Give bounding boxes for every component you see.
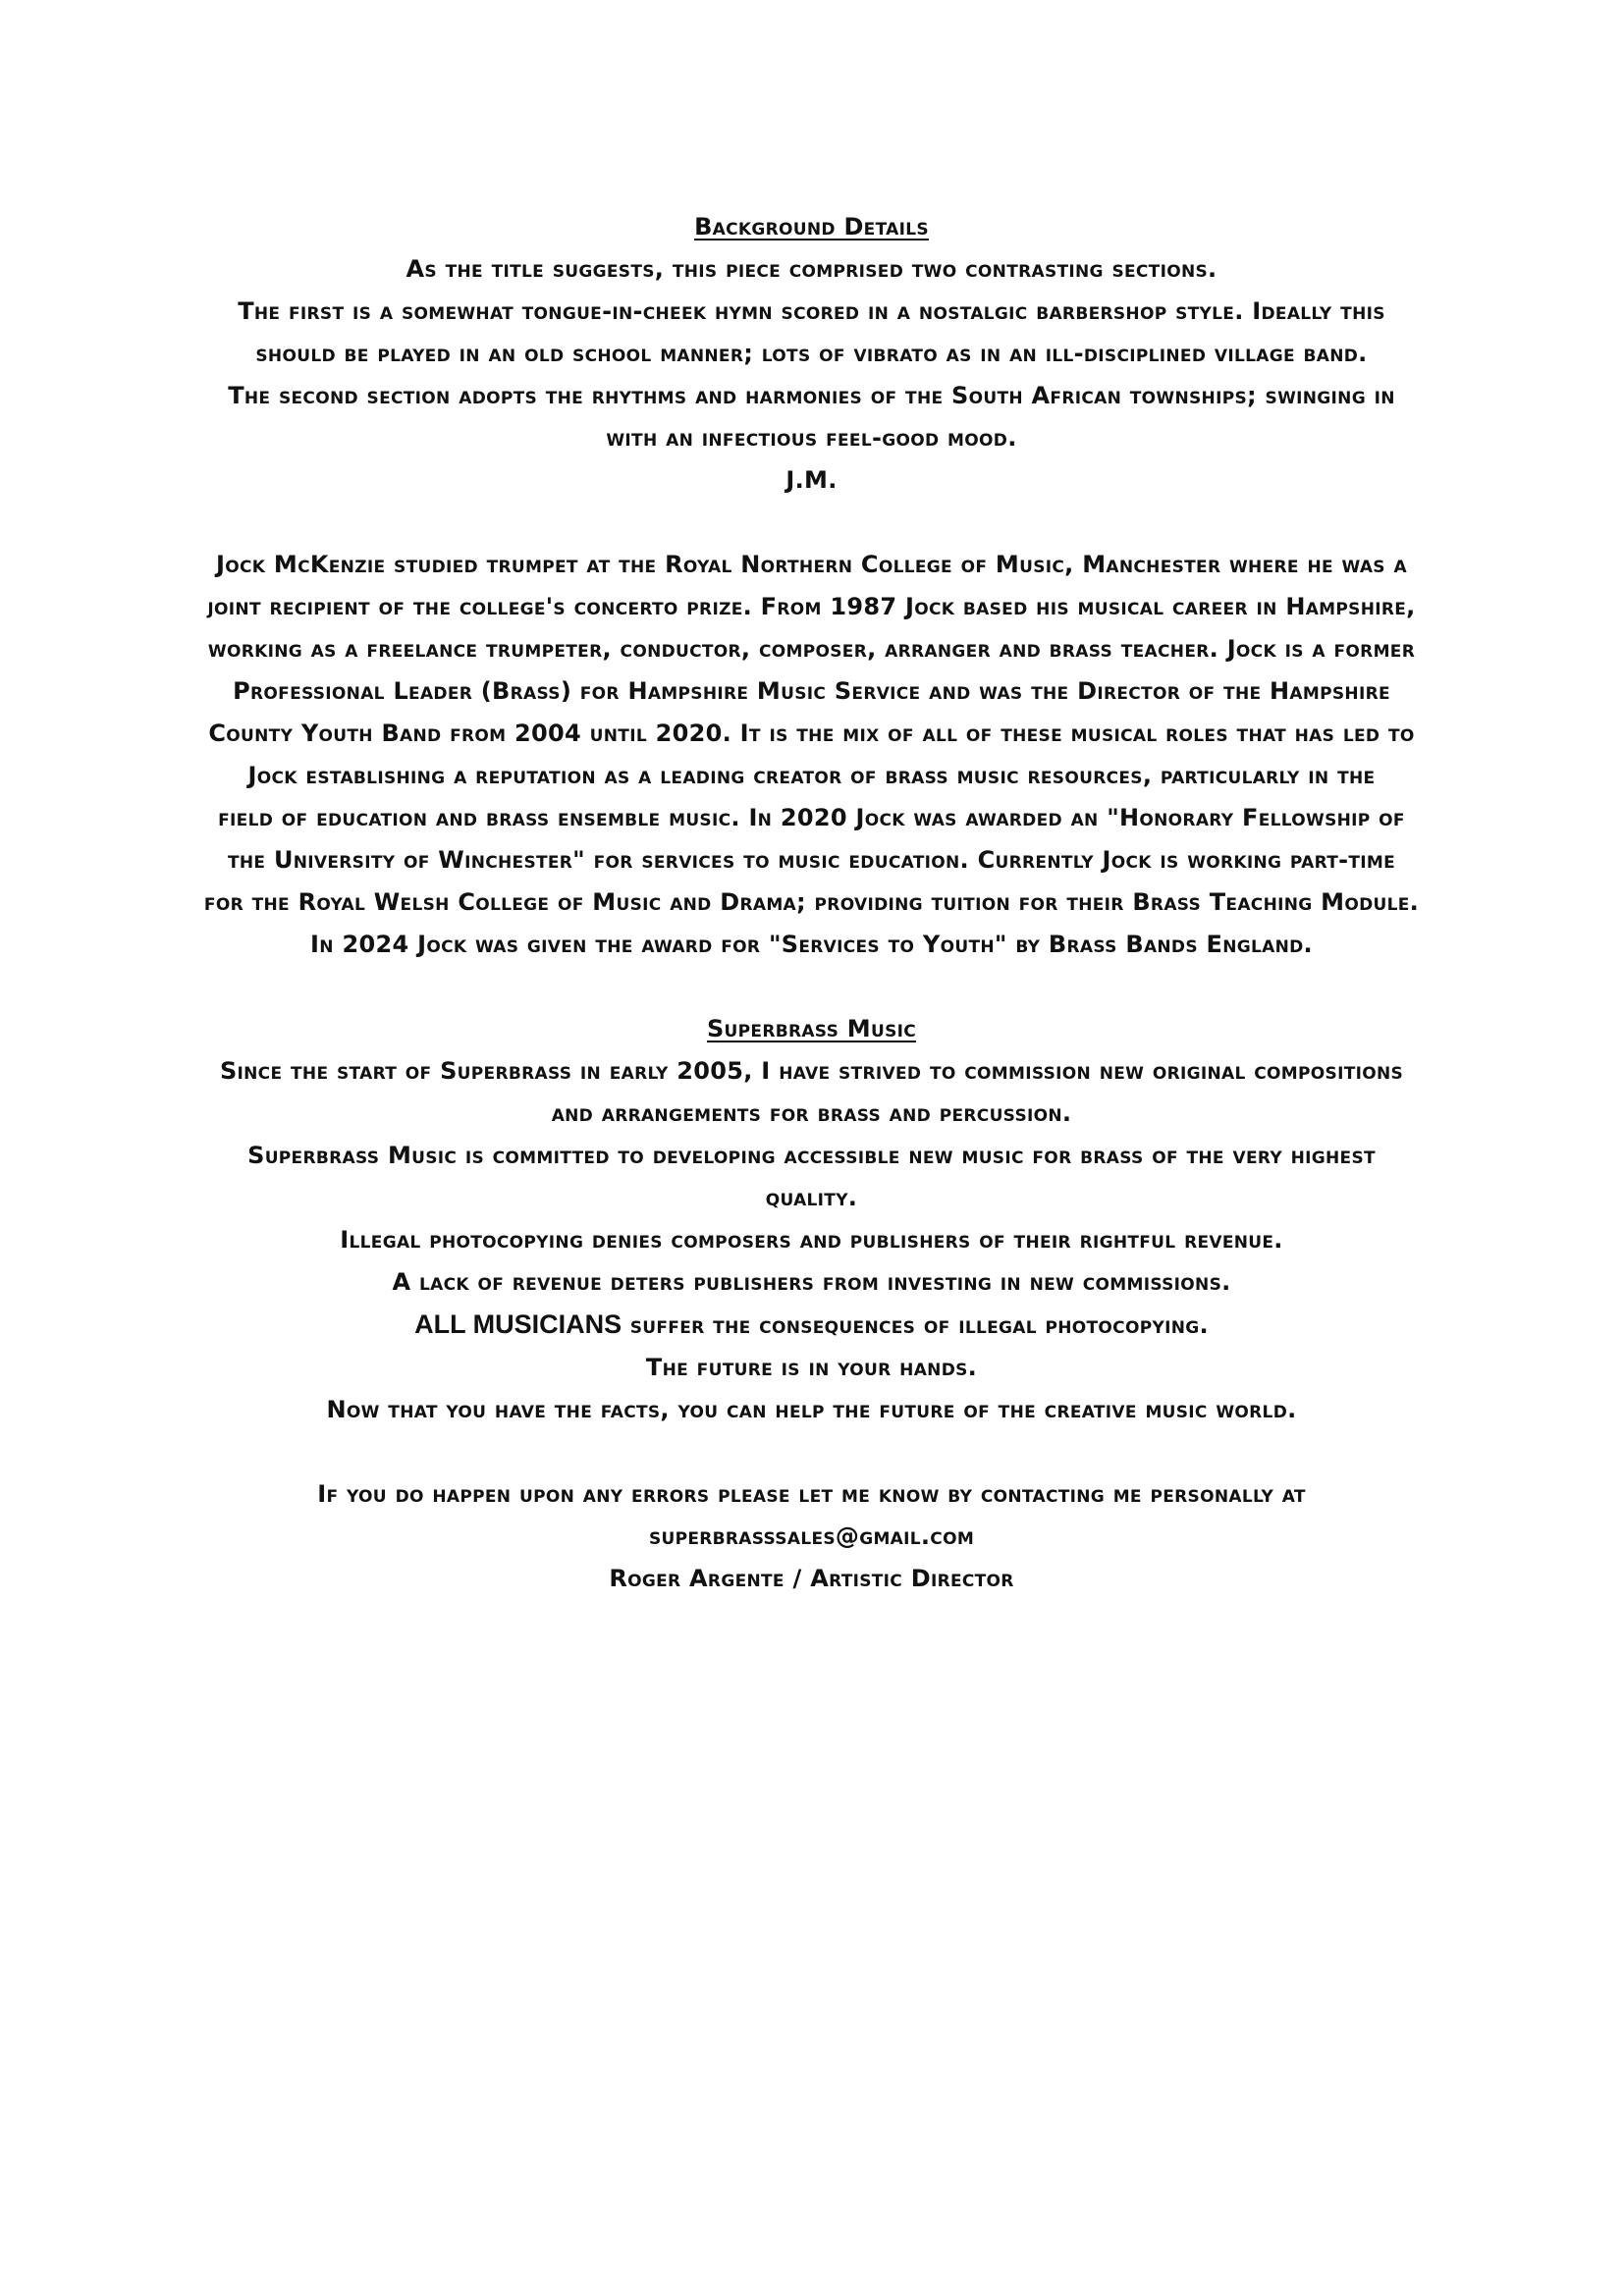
spacer	[147, 502, 1476, 544]
musicians-line-rest: suffer the consequences of illegal photocopying.	[622, 1311, 1209, 1339]
superbrass-line: Now that you have the facts, you can help the future of the creative music world.	[326, 1396, 1297, 1423]
superbrass-line: quality.	[765, 1184, 858, 1211]
spacer	[147, 966, 1476, 1008]
background-line: with an infectious feel-good mood.	[606, 424, 1017, 452]
superbrass-line: Since the start of Superbrass in early 2005, I have strived to commission new original compositions	[219, 1057, 1404, 1085]
bio-line: County Youth Band from 2004 until 2020. It is the mix of all of these musical roles that has led to	[208, 720, 1415, 747]
bio-line: Professional Leader (Brass) for Hampshire Music Service and was the Director of the Hampshire	[233, 677, 1390, 705]
author-initials: J.M.	[785, 466, 838, 494]
background-details-heading: Background Details	[694, 213, 929, 240]
contact-email: superbrasssales@gmail.com	[648, 1522, 975, 1550]
background-line: should be played in an old school manner; lots of vibrato as in an ill-disciplined village band.	[255, 340, 1368, 367]
superbrass-line: Superbrass Music is committed to developing accessible new music for brass of the very highest	[247, 1142, 1376, 1169]
superbrass-line: The future is in your hands.	[645, 1354, 978, 1381]
bio-line: working as a freelance trumpeter, conductor, composer, arranger and brass teacher. Jock is a former	[207, 635, 1416, 663]
background-line: The second section adopts the rhythms and harmonies of the South African townships; swinging in	[228, 382, 1395, 409]
contact-line: If you do happen upon any errors please let me know by contacting me personally at	[317, 1480, 1306, 1508]
bio-line: Jock establishing a reputation as a leading creator of brass music resources, particularly in the	[247, 762, 1376, 789]
all-musicians-emphasis: ALL MUSICIANS	[414, 1309, 622, 1339]
signature-line: Roger Argente / Artistic Director	[609, 1565, 1014, 1592]
superbrass-line: A lack of revenue deters publishers from investing in new commissions.	[392, 1268, 1231, 1296]
bio-line: joint recipient of the college's concerto prize. From 1987 Jock based his musical career in Hampshire,	[207, 593, 1416, 620]
bio-line: for the Royal Welsh College of Music and Drama; providing tuition for their Brass Teaching Module.	[203, 888, 1420, 916]
background-line: The first is a somewhat tongue-in-cheek hymn scored in a nostalgic barbershop style. Ideally this	[238, 297, 1385, 325]
superbrass-line: and arrangements for brass and percussion.	[551, 1099, 1072, 1127]
background-line: As the title suggests, this piece comprised two contrasting sections.	[406, 255, 1217, 283]
bio-line: Jock McKenzie studied trumpet at the Royal Northern College of Music, Manchester where he was a	[216, 551, 1407, 578]
musicians-line	[147, 1304, 1476, 1347]
superbrass-music-heading: Superbrass Music	[706, 1015, 917, 1042]
spacer	[147, 1431, 1476, 1473]
superbrass-line: Illegal photocopying denies composers and publishers of their rightful revenue.	[340, 1226, 1283, 1254]
bio-line: field of education and brass ensemble music. In 2020 Jock was awarded an "Honorary Fellowship of	[218, 804, 1405, 831]
document-content	[147, 206, 1476, 1600]
bio-line: the University of Winchester" for services to music education. Currently Jock is working part-time	[227, 846, 1396, 874]
bio-line: In 2024 Jock was given the award for "Services to Youth" by Brass Bands England.	[310, 931, 1313, 958]
